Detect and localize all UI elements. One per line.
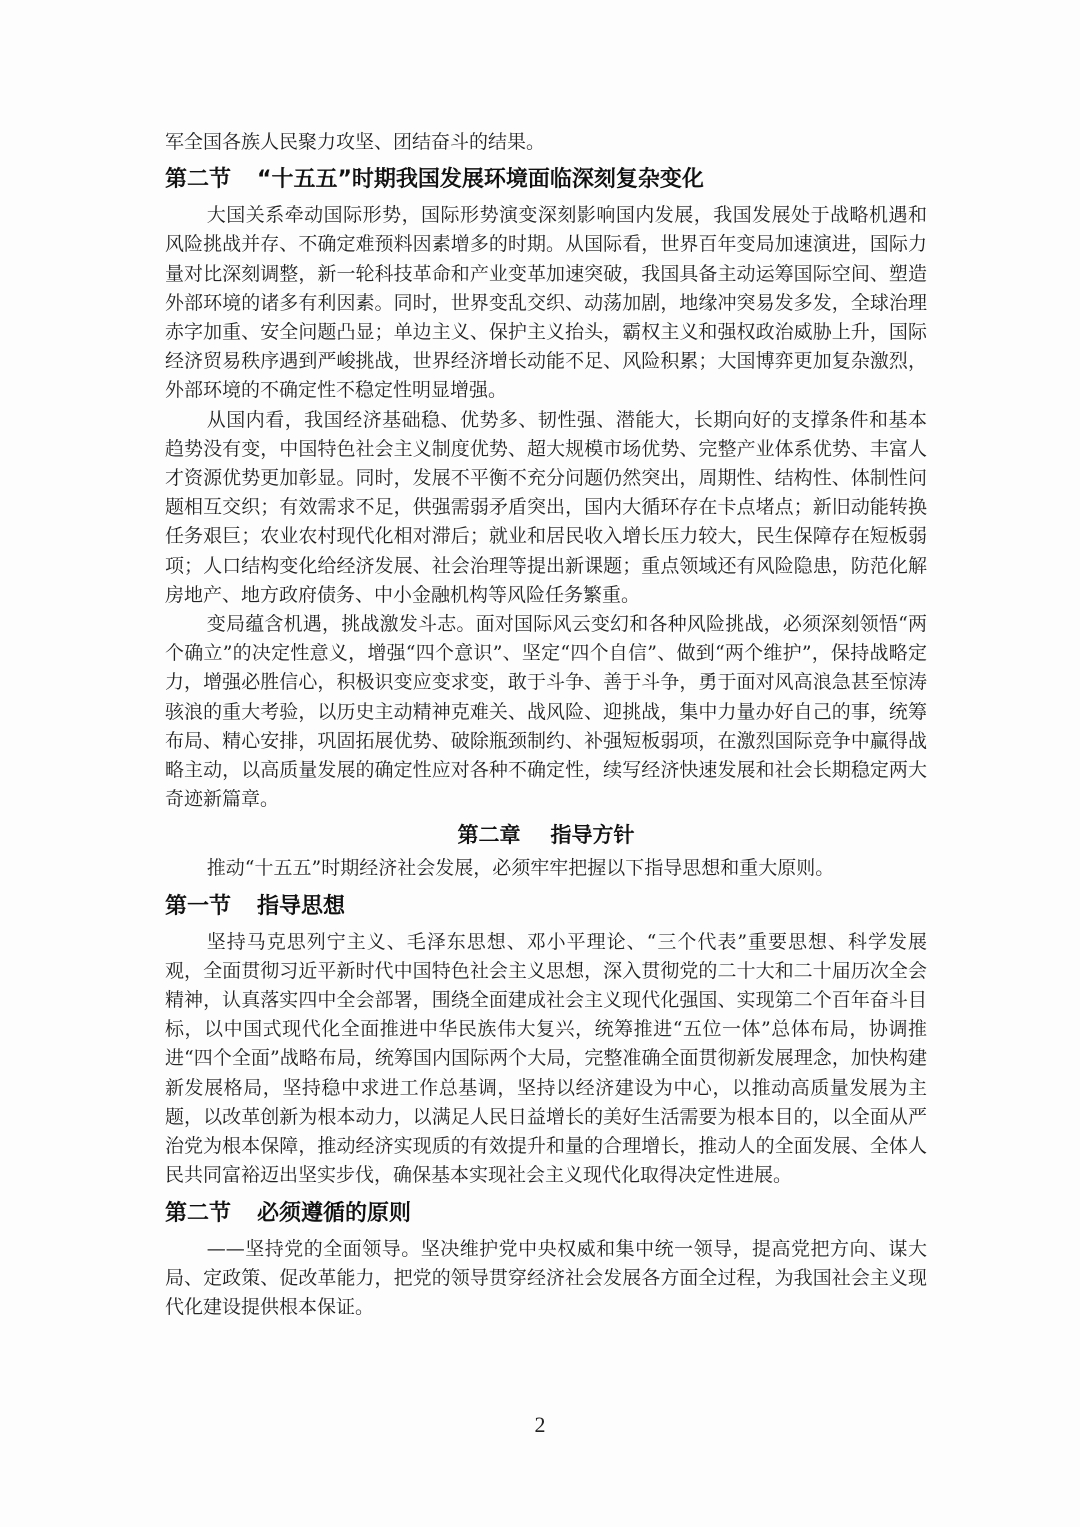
section-heading-guiding-ideology (165, 890, 927, 924)
paragraph-chapter-intro: 推动“十五五”时期经济社会发展，必须牢牢把握以下指导思想和重大原则。 (206, 857, 835, 880)
document-body (165, 128, 927, 1322)
section-heading-2-1 (165, 163, 927, 197)
chapter-heading (165, 818, 927, 852)
page-number: 2 (534, 1412, 546, 1437)
paragraph-international-situation: 大国关系牵动国际形势，国际形势演变深刻影响国内发展，我国发展处于战略机遇和风险挑战并存、不确定难预料因素增多的时期。从国际看，世界百年变局加速演进，国际力量对比深刻调整，新一轮科技革命和产业变革加速突破，我国具备主动运筹国际空间、塑造外部环境的诸多有利因素。同时，世界变乱交织、动荡加剧，地缘冲突易发多发，全球治理赤字加重、安全问题凸显；单边主义、保护主义抬头，霸权主义和强权政治威胁上升，国际经济贸易秩序遇到严峻挑战，世界经济增长动能不足、风险积累；大国博弈更加复杂激烈，外部环境的不确定性不稳定性明显增强。 (165, 204, 927, 402)
section-number: 第二节 (165, 167, 232, 193)
paragraph-guiding-ideology: 坚持马克思列宁主义、毛泽东思想、邓小平理论、“三个代表”重要思想、科学发展观，全面贯彻习近平新时代中国特色社会主义思想，深入贯彻党的二十大和二十届历次全会精神，认真落实四中全会部署，围绕全面建成社会主义现代化强国、实现第二个百年奋斗目标，以中国式现代化全面推进中华民族伟大复兴，统筹推进“五位一体”总体布局，协调推进“四个全面”战略布局，统筹国内国际两个大局，完整准确全面贯彻新发展理念，加快构建新发展格局，坚持稳中求进工作总基调，坚持以经济建设为中心，以推动高质量发展为主题，以改革创新为根本动力，以满足人民日益增长的美好生活需要为根本目的，以全面从严治党为根本保障，推动经济实现质的有效提升和量的合理增长，推动人的全面发展、全体人民共同富裕迈出坚实步伐，确保基本实现社会主义现代化取得决定性进展。 (165, 930, 927, 1187)
chapter-title: 指导方针 (550, 823, 635, 848)
section-number: 第一节 (165, 893, 232, 919)
chapter-number: 第二章 (457, 823, 521, 848)
paragraph-domestic-situation: 从国内看，我国经济基础稳、优势多、韧性强、潜能大，长期向好的支撑条件和基本趋势没有变，中国特色社会主义制度优势、超大规模市场优势、完整产业体系优势、丰富人才资源优势更加彰显。同时，发展不平衡不充分问题仍然突出，周期性、结构性、体制性问题相互交织；有效需求不足，供强需弱矛盾突出，国内大循环存在卡点堵点；新旧动能转换任务艰巨；农业农村现代化相对滞后；就业和居民收入增长压力较大，民生保障存在短板弱项；人口结构变化给经济发展、社会治理等提出新课题；重点领域还有风险隐患，防范化解房地产、地方政府债务、中小金融机构等风险任务繁重。 (165, 408, 927, 606)
section-title: “十五五”时期我国发展环境面临深刻复杂变化 (257, 167, 704, 193)
section-title: 必须遵循的原则 (257, 1200, 412, 1226)
section-title: 指导思想 (257, 893, 346, 919)
paragraph-continuation: 军全国各族人民聚力攻坚、团结奋斗的结果。 (165, 131, 546, 153)
section-heading-principles (165, 1197, 927, 1231)
paragraph-opportunities: 变局蕴含机遇，挑战激发斗志。面对国际风云变幻和各种风险挑战，必须深刻领悟“两个确立”的决定性意义，增强“四个意识”、坚定“四个自信”、做到“两个维护”，保持战略定力，增强必胜信心，积极识变应变求变，敢于斗争、善于斗争，勇于面对风高浪急甚至惊涛骇浪的重大考验，以历史主动精神克难关、战风险、迎挑战，集中力量办好自己的事，统筹布局、精心安排，巩固拓展优势、破除瓶颈制约、补强短板弱项，在激烈国际竞争中赢得战略主动，以高质量发展的确定性应对各种不确定性，续写经济快速发展和社会长期稳定两大奇迹新篇章。 (165, 613, 927, 811)
section-number: 第二节 (165, 1200, 232, 1226)
paragraph-party-leadership: ——坚持党的全面领导。坚决维护党中央权威和集中统一领导，提高党把方向、谋大局、定政策、促改革能力，把党的领导贯穿经济社会发展各方面全过程，为我国社会主义现代化建设提供根本保证。 (165, 1237, 927, 1318)
